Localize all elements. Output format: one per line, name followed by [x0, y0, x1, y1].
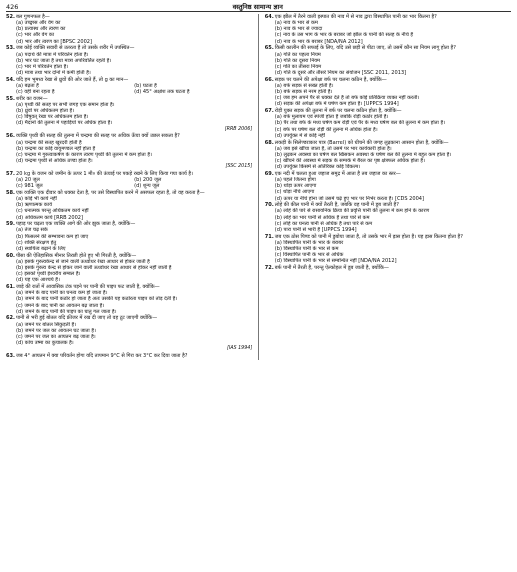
question-item [265, 202, 511, 233]
question-text: जब 4° आयतन में क्या परिवर्तन होगा यदि तापमान 9°C से गिरा कर 3°C कर दिया जाता है? [16, 352, 188, 359]
question-number: 53. [6, 45, 15, 52]
answer-option: (b) नाव के भार से ज्यादा [274, 26, 323, 33]
options-list [265, 177, 511, 202]
question-item [265, 265, 511, 271]
question-text: रोड़ी युक्त सड़क की तुलना में बर्फ पर चलना कठिन होता है, क्योंकि— [274, 108, 402, 115]
options-list [6, 322, 252, 347]
question-number: 71. [264, 233, 274, 240]
answer-option: (a) बर्फ मुलायम एवं स्पंजी होता है जबकि रोड़ी कठोर होती है। [274, 114, 389, 121]
answer-option: (b) जमने पर जल का आयतन घट जाता है। [16, 327, 96, 334]
answer-option: (c) जमने पर जल का आयतन बढ़ जाता है। [16, 333, 96, 340]
answer-option: (c) लोहे का घनत्व पानी से अधिक है तथा पारे से कम [274, 220, 373, 227]
question-item [6, 315, 252, 352]
question-item [6, 45, 252, 76]
question-text: व्यक्ति पृथ्वी की सतह की तुलना में चन्द्रमा की सतह पर अधिक ऊँचा क्यों उछल सकता है? [16, 133, 180, 140]
question-number: 64. [264, 14, 274, 20]
options-list [6, 20, 252, 45]
answer-option: (b) भार घट जाता है तथा मात्रा अपरिवर्तित रहती है। [16, 57, 112, 64]
page-header [6, 2, 511, 12]
question-text: पहाड़ पर चढ़ता एक व्यक्ति आगे की ओर झुक जाता है, क्योंकि— [16, 221, 136, 228]
answer-option: (c) गति का तीसरा नियम [274, 63, 322, 70]
answer-option: (a) पदार्थ की मात्रा में परिवर्तन होता है। [16, 51, 89, 58]
answer-option: (a) जब इसे खींचा जाता है, तो उसमें पर भार कार्यकारी होता है। [274, 145, 392, 152]
answer-option: (b) लोहे का भार पानी से अधिक है तथा पारे से कम [274, 214, 370, 221]
answer-option: (d) भार और त्वरण का [BPSC 2002] [16, 38, 92, 45]
question-item [6, 353, 252, 359]
question-item [265, 234, 511, 265]
answer-option: (c) धनात्मक परन्तु अधिकतम कार्य नहीं [16, 208, 89, 215]
question-item [6, 190, 252, 221]
question-number: 54. [6, 76, 15, 83]
options-list [265, 20, 511, 45]
answer-option: (a) लोहे की पारे से रासायनिक क्रिया की प्रवृत्ति पानी की तुलना में कम होने के कारण [274, 208, 430, 215]
question-number: 61. [6, 284, 15, 291]
answer-option: (d) नाव के भार के बराबर [NDA/NA 2012] [274, 38, 363, 45]
question-item [6, 171, 252, 189]
question-item [6, 14, 252, 45]
options-list [6, 177, 252, 189]
question-number: 66. [264, 76, 274, 83]
answer-option: (a) बढ़ता है [16, 82, 39, 89]
question-text: पानी से भरी हुई बोतल यदि फ्रीजर में रख दी जाए तो वह टूट जाएगी क्योंकि— [16, 315, 158, 322]
options-list [6, 102, 252, 127]
page-number: 426 [6, 2, 19, 11]
question-text: किसी कालीन की सफाई के लिए, यदि उसे छड़ी से पीटा जाए, तो उसमें कौन सा नियम लागू होता है? [274, 45, 456, 52]
answer-option: (d) मात्रा तथा भार दोनों में कमी होती है। [16, 70, 91, 76]
options-list [265, 146, 511, 171]
question-number: 72. [264, 265, 274, 271]
question-number: 67. [264, 108, 274, 115]
question-text: शरीर का वजन— [16, 95, 48, 102]
answer-option: (a) पहले जितना होगा [274, 177, 316, 184]
answer-option: (b) गति का दूसरा नियम [274, 57, 321, 64]
answer-option: (d) पारा पानी से भारी है [UPPCS 1994] [274, 226, 357, 233]
question-number: 68. [264, 139, 274, 146]
answer-option: (d) उपर्युक्त किसमें से अतिरिक्त कोई विकल्प। [274, 164, 361, 171]
question-item [265, 108, 511, 139]
question-number: 63. [6, 352, 15, 359]
answer-option: (b) ऋणात्मक कार्य [16, 202, 53, 209]
answer-option: (d) अधिकतम कार्य [RRB 2002] [16, 214, 83, 221]
question-text: बल गुणनफल है— [16, 14, 50, 20]
question-text: जाड़े की रातों में आवासिक टंक पड़ने पर पानी की पाइप फट जाती है, क्योंकि— [16, 284, 160, 291]
answer-option: (a) बर्फ सड़क से सख्त होती है। [274, 82, 334, 89]
question-text: बर्फ पानी में तैरती है, परन्तु ऐल्कोहल में डूब जाती है, क्योंकि— [274, 265, 389, 271]
question-text: लकड़ी के सिलेण्डराकार पात्र (Barrel) को धीचने की जगह लुढ़काना आसान होता है, क्योंकि— [274, 139, 449, 146]
answer-option: (c) बर्फ पर घर्षण बल रोड़ी की तुलना में अधिक होता है। [274, 126, 378, 133]
question-item [6, 133, 252, 170]
exam-source: [IAS 1994] [226, 346, 253, 352]
answer-option: (a) चन्द्रमा की सतह खुरदरी होती है [16, 139, 82, 146]
question-text: 20 kg के वजन को जमीन के ऊपर 1 मी० की ऊंचाई पर पकड़े रखने के लिए किया गया कार्य है। [16, 170, 193, 177]
question-item [265, 77, 511, 108]
answer-option: (b) लुढ़कन अवस्था का घर्षण बल खिसकन अवस्था के घर्षण बल की तुलना में बहुत कम होता है। [274, 151, 452, 158]
answer-option: (b) फिसलने की सम्भावना कम हो जाए [16, 233, 89, 240]
question-text: जब एक ठोस पिण्ड को पानी में डुबोया जाता है, तो उसके भार में ह्रास होता है। यह ह्रास कितना होता है? [274, 233, 463, 240]
answer-option: (c) थोड़ा नीचे आएगा [274, 189, 315, 196]
answer-option: (d) गति के दूसरे और तीसरे नियम का संयोजन [SSC 2011, 2013] [274, 70, 407, 76]
page-title: वस्तुनिष्ठ सामान्य ज्ञान [232, 3, 283, 11]
answer-option: (d) कांच उष्मा का कुचालक है। [16, 340, 74, 347]
question-item [6, 77, 252, 95]
answer-option: (b) घटता है [134, 82, 157, 89]
answer-option: (c) जमने के बाद पानी का आयतन बढ़ जाता है। [16, 302, 105, 309]
right-column [265, 14, 511, 360]
answer-option: (c) जब हम अपने पैर से धक्का देते हैं तो बर्फ कोई प्रतिक्रिया व्यक्त नहीं करती। [274, 95, 420, 102]
question-number: 70. [264, 202, 274, 209]
question-item [265, 171, 511, 202]
question-text-row [265, 265, 511, 271]
answer-option: (a) पृथ्वी की सतह पर सभी जगह एक समान होता है। [16, 101, 115, 108]
question-item [6, 284, 252, 315]
answer-option: (d) जमने के बाद पानी की पाइप का घातु गल जाता है। [16, 308, 117, 315]
question-item [6, 221, 252, 252]
answer-option: (b) थोड़ा ऊपर आएगा [274, 183, 317, 190]
question-text: एक झील में तैरने वाली इस्पात की नाव में से नाव द्वारा विस्थापित पानी का भार कितना है? [274, 14, 437, 20]
answer-option: (c) विषुवत् रेखा पर अधिकतम होता है। [16, 114, 89, 121]
answer-option: (a) नाव के भार से कम [274, 20, 318, 27]
answer-option: (d) उपर्युक्त में से कोई नहीं [274, 132, 325, 139]
answer-option: (c) इसको पृथ्वी ईश्वरीय सम्बल है। [16, 271, 81, 278]
question-text: पीसा की ऐतिहासिक मीनार तिरछी होते हुए भी गिरती है, क्योंकि— [16, 252, 137, 259]
answer-option: (d) मैदानों की तुलना में पहाड़ियों पर अधिक होता है। [16, 120, 113, 127]
answer-option: (d) स्थायित्व बढ़ाने के लिए [16, 245, 66, 252]
answer-option: (b) इसके गुरुत्व केन्द्र से होकर जाने वाली ऊर्ध्वाधर रेखा आधार से होकर नहीं जाती है [16, 265, 172, 271]
exam-source: [RRB 2006] [224, 126, 253, 132]
answer-option: (c) नाव के उस भाग के भार के बराबर जो झील के पानी की सतह के नीचे है [274, 32, 414, 39]
question-number: 56. [6, 133, 15, 140]
question-text: जब कोई व्यक्ति सवारी से उतरता है तो उसके शरीर में उपस्थित— [16, 45, 135, 52]
options-list [6, 259, 252, 284]
left-column [6, 14, 252, 360]
answer-option: (b) ध्रुवों पर अधिकतम होता है। [16, 108, 75, 115]
answer-option: (d) विस्थापित पानी के भार से सम्बन्धित नहीं [NDA/NA 2012] [274, 258, 397, 265]
question-number: 57. [6, 170, 15, 177]
options-list [6, 196, 252, 221]
question-item [6, 96, 252, 133]
answer-option: (a) गति का पहला नियम [274, 51, 321, 58]
question-number: 69. [264, 170, 274, 177]
answer-option: (c) चन्द्रमा में गुरुत्वाकर्षण के कारण त्वरण पृथ्वी की तुलना में कम होता है। [16, 151, 152, 158]
question-text-row [6, 353, 252, 359]
options-list [265, 52, 511, 77]
answer-option: (b) प्रत्यास्थ और त्वरण का [16, 26, 66, 33]
answer-option: (c) भार और वेग का [16, 32, 55, 39]
question-item [265, 45, 511, 76]
question-text: एक नदी में चलता हुआ जहाज समुद्र में आता है तब जहाज का स्तर— [274, 170, 401, 177]
answer-option: (d) चन्द्रमा पृथ्वी से अधिक ठण्डा होता है। [16, 157, 93, 164]
question-number: 59. [6, 221, 15, 228]
question-text: यदि हम भूमध्य रेखा से ध्रुवों की ओर जाते हैं, तो g का मान— [16, 76, 129, 83]
options-list [265, 208, 511, 233]
answer-option: (d) ऊपर या नीचे होना जो उसमें चढ़े हुए भार पर निर्भर करता है। [CDS 2004] [274, 195, 424, 202]
answer-option: (a) जमने पर बोतल सिकुड़ती है। [16, 321, 77, 328]
answer-option: (c) विस्थापित पानी के भार से अधिक [274, 252, 344, 259]
options-list [6, 52, 252, 77]
answer-option: (a) इसके गुरुत्वकेन्द्र से जाने वाली ऊर्ध्वाधर रेखा आधार से होकर जाती है [16, 258, 150, 265]
question-text: सड़क पर चलने की अपेक्षा बर्फ पर चलना कठिन है, क्योंकि— [274, 76, 387, 83]
answer-option: (d) शून्य जूल [134, 183, 160, 190]
exam-source: [SSC 2015] [225, 164, 253, 170]
options-list [6, 227, 252, 252]
answer-option: (c) भार में परिवर्तन होता है। [16, 63, 69, 70]
answer-option: (c) शक्ति संरक्षण हेतु [16, 239, 57, 246]
question-text: लोहे की कील पानी में क्यों तैरती है, जबकि वह पानी में डूब जाती है? [274, 202, 399, 209]
answer-option: (b) विस्थापित पानी के भार से कम [274, 245, 339, 252]
answer-option: (a) उच्छ्वास और वेग का [16, 20, 61, 27]
question-number: 65. [264, 45, 274, 52]
options-list [265, 114, 511, 139]
question-number: 58. [6, 189, 15, 196]
answer-option: (a) विस्थापित पानी के भार के बराबर [274, 239, 344, 246]
options-list [265, 240, 511, 265]
options-list [6, 83, 252, 95]
answer-option: (a) कोई भी कार्य नहीं [16, 196, 57, 203]
answer-option: (c) खींचने की अवस्था में सड़क के सम्पर्क में बैरल का पृष्ठ क्षेत्रफल अधिक होता है। [274, 157, 425, 164]
question-number: 52. [6, 14, 15, 20]
answer-option: (a) 20 जूल [16, 177, 40, 184]
answer-option: (b) 200 जूल [134, 177, 162, 184]
answer-option: (a) तेज चढ़ सके [16, 227, 48, 234]
answer-option: (a) जमने के बाद पानी का घनत्व कम हो जाता है। [16, 290, 108, 297]
options-list [6, 140, 252, 165]
answer-option: (b) बर्फ सड़क से नरम होती है। [274, 89, 333, 96]
answer-option: (c) वही बना रहता है [16, 89, 55, 96]
answer-option: (c) 981 जूल [16, 183, 43, 190]
question-number: 62. [6, 315, 15, 322]
question-item [6, 253, 252, 284]
answer-option: (d) सड़क की अपेक्षा बर्फ में घर्षण कम होता है। [UPPCS 1994] [274, 101, 399, 108]
answer-option: (b) जमने के बाद पानी कठोर हो जाता है अतः उसकी यह कठोरता पाइप को तोड़ देती है। [16, 296, 178, 303]
options-list [6, 290, 252, 315]
question-item [265, 140, 511, 171]
answer-option: (b) पैर तथा बर्फ के मध्य घर्षण कम रोड़ी एवं पैर के मध्य घर्षण बल की तुलना में कम होता है। [274, 120, 446, 127]
question-item [265, 14, 511, 45]
answer-option: (b) चन्द्रमा का कोई वायुमण्डल नहीं होता है [16, 145, 96, 152]
answer-option: (d) 45° अक्षांश तक घटता है [134, 89, 190, 96]
question-text: एक व्यक्ति एक दीवार को धक्का देता है, पर उसे विस्थापित करने में असफल रहता है, तो वह करता है— [16, 189, 205, 196]
column-divider [258, 14, 259, 360]
answer-option: (d) यह एक आश्चर्य है। [16, 277, 60, 284]
question-number: 60. [6, 252, 15, 259]
options-list [265, 83, 511, 108]
question-number: 55. [6, 95, 15, 102]
